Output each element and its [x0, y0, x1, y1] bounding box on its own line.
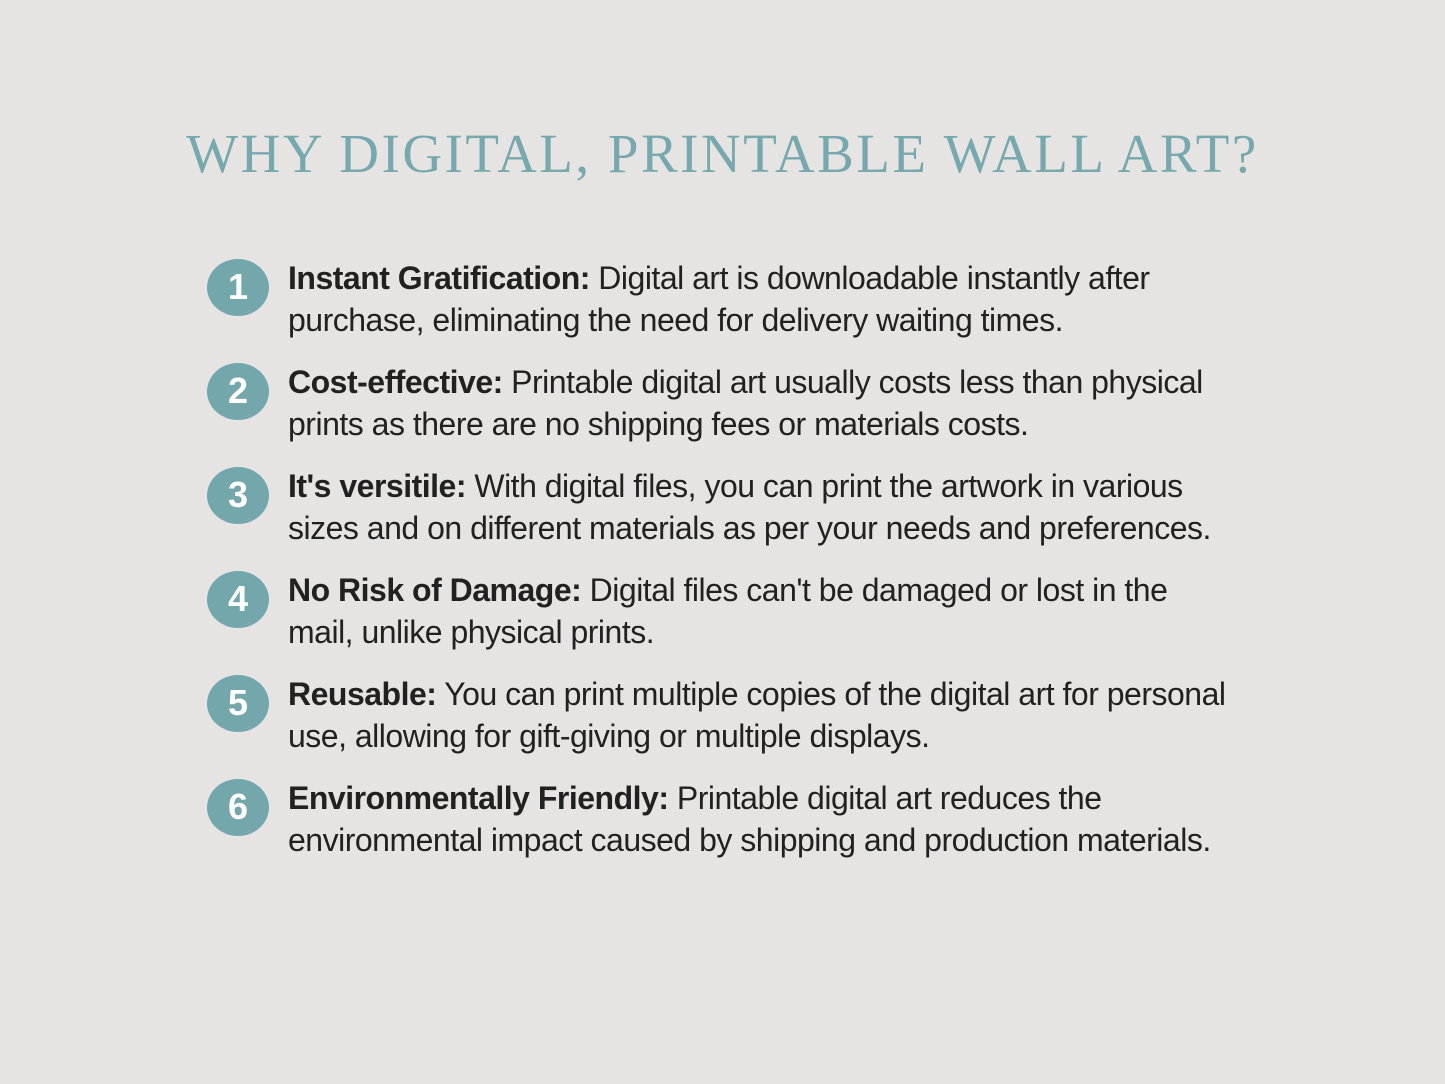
benefit-text: [288, 258, 1238, 341]
number-badge: [207, 571, 269, 628]
benefit-lead: Instant Gratification:: [288, 260, 590, 296]
benefit-body: Printable digital art reduces the environmental impact caused by shipping and production materials.: [288, 780, 1211, 858]
badge-number: 5: [227, 681, 249, 723]
benefit-item: [207, 674, 1252, 757]
benefit-lead: No Risk of Damage:: [288, 572, 582, 608]
benefit-lead: Reusable:: [288, 676, 437, 712]
benefit-text: [288, 570, 1238, 653]
benefit-text: [288, 466, 1238, 549]
page-title: WHY DIGITAL, PRINTABLE WALL ART?: [186, 123, 1259, 184]
number-badge: [207, 467, 269, 524]
benefit-item: [207, 466, 1252, 549]
badge-number: 6: [227, 785, 249, 827]
benefit-body: Digital art is downloadable instantly after purchase, eliminating the need for delivery waiting times.: [288, 260, 1150, 338]
number-badge: [207, 259, 269, 316]
number-badge: [207, 779, 269, 836]
benefit-body: Digital files can't be damaged or lost in the mail, unlike physical prints.: [288, 572, 1168, 650]
benefit-text: [288, 674, 1238, 757]
benefit-item: [207, 362, 1252, 445]
badge-number: 1: [227, 265, 249, 307]
benefits-list: [207, 258, 1252, 882]
badge-number: 4: [227, 577, 249, 619]
benefit-body: Printable digital art usually costs less than physical prints as there are no shipping fees or materials costs.: [288, 364, 1203, 442]
benefit-body: With digital files, you can print the artwork in various sizes and on different materials as per your needs and preferences.: [288, 468, 1211, 546]
benefit-body: You can print multiple copies of the digital art for personal use, allowing for gift-giving or multiple displays.: [288, 676, 1226, 754]
benefit-item: [207, 778, 1252, 861]
benefit-item: [207, 258, 1252, 341]
number-badge: [207, 675, 269, 732]
badge-number: 2: [227, 369, 249, 411]
benefit-text: [288, 778, 1238, 861]
benefit-text: [288, 362, 1238, 445]
benefit-item: [207, 570, 1252, 653]
badge-number: 3: [227, 473, 249, 515]
benefit-lead: It's versitile:: [288, 468, 466, 504]
benefit-lead: Environmentally Friendly:: [288, 780, 669, 816]
benefit-lead: Cost-effective:: [288, 364, 503, 400]
number-badge: [207, 363, 269, 420]
